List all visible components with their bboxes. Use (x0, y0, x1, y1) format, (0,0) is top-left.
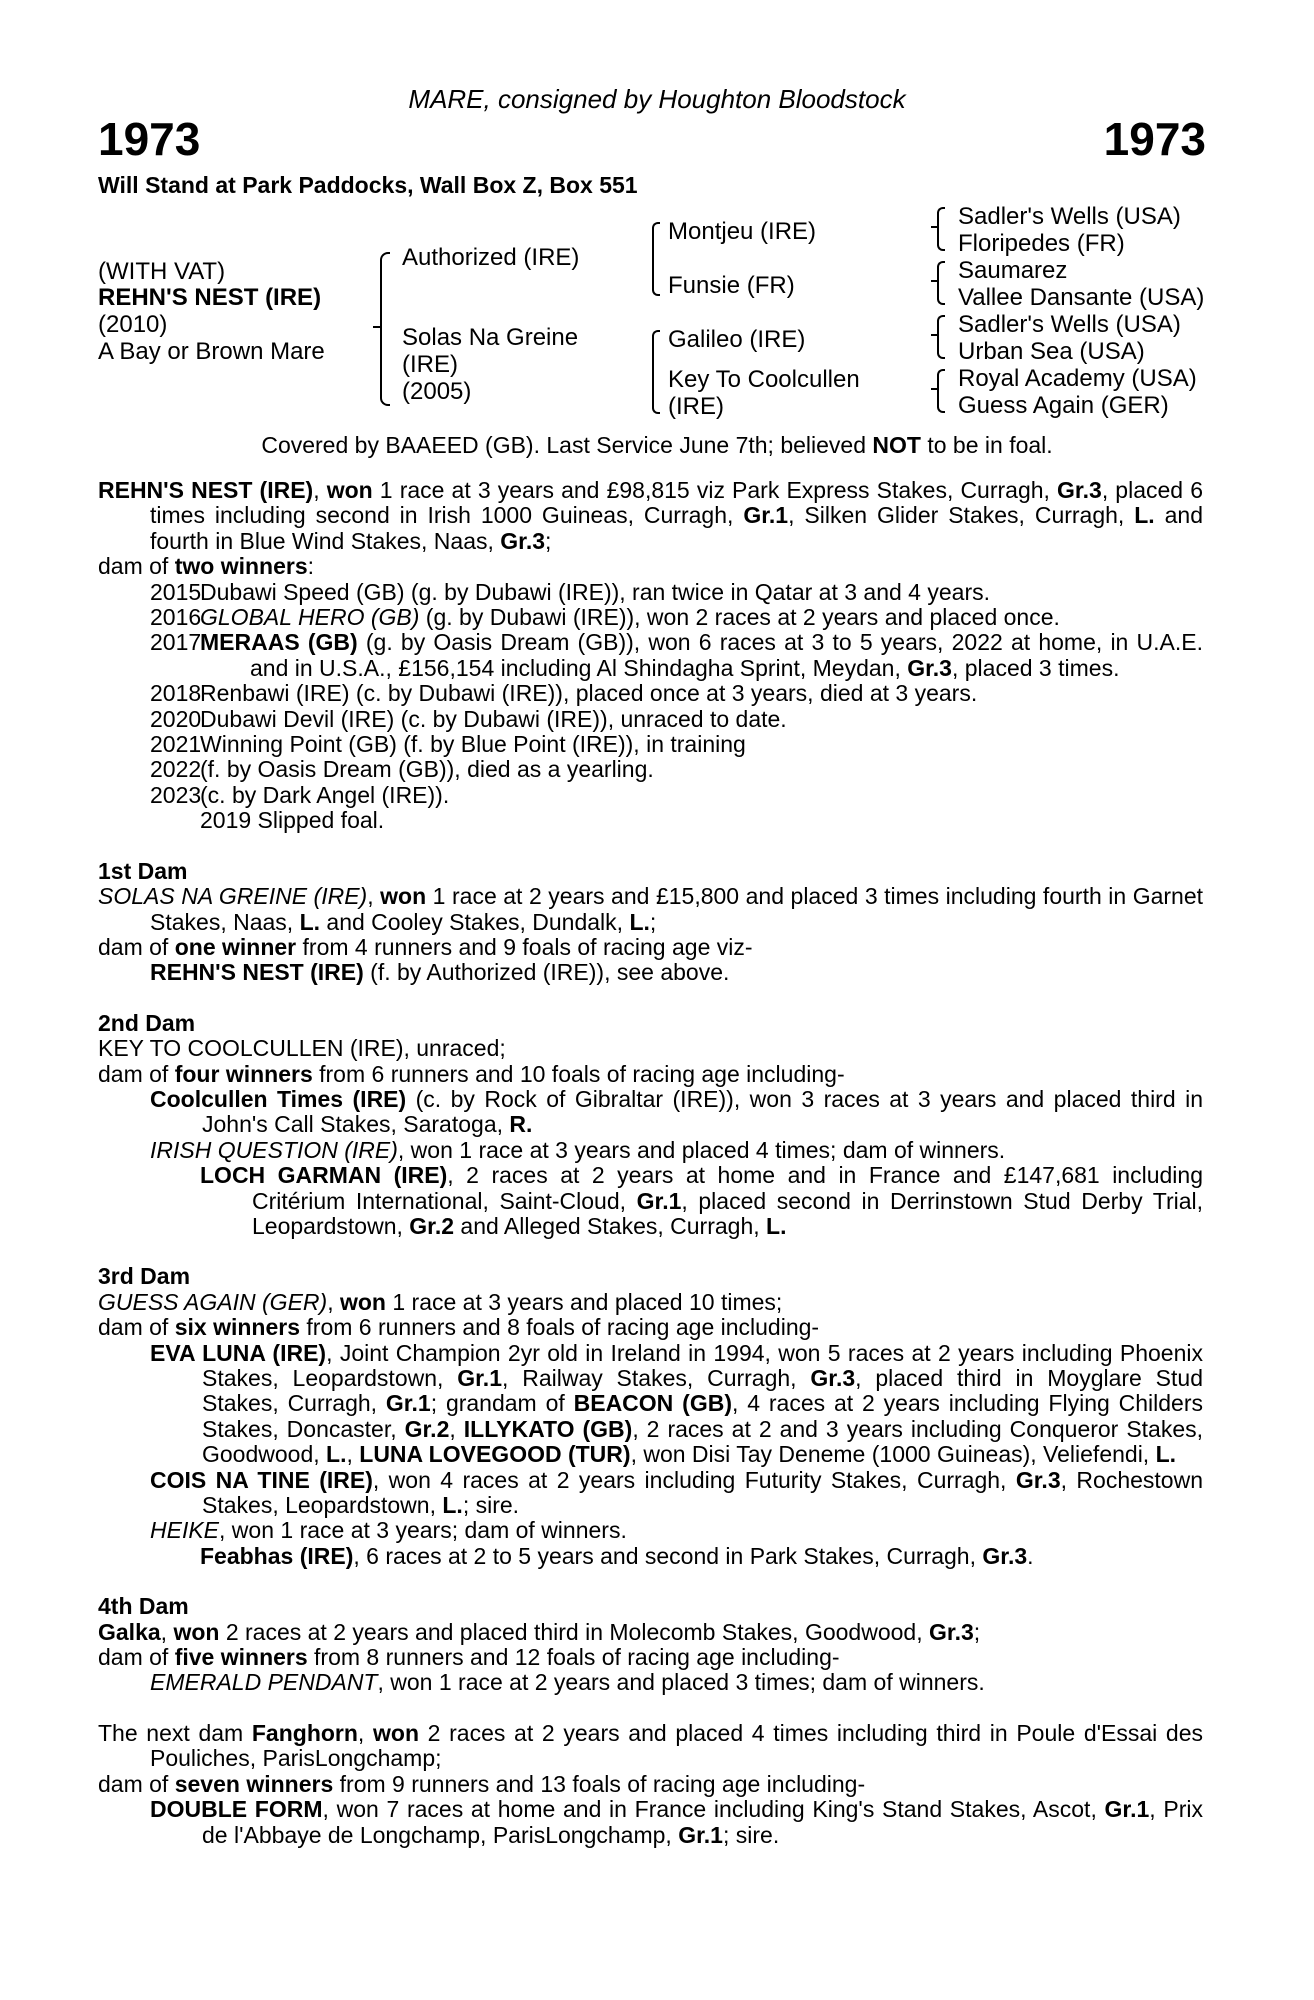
winners-count: four winners (174, 1060, 313, 1087)
produce-text: Dubawi Speed (GB) (g. by Dubawi (IRE)), ran twice in Qatar at 3 and 4 years. (200, 578, 990, 605)
dam-record (98, 884, 1203, 935)
dam-record (98, 1290, 1203, 1315)
produce-year: 2018 (150, 680, 202, 707)
grade-badge: Gr.3 (1057, 477, 1102, 503)
listed-badge: L. (1134, 502, 1155, 529)
dam-name: SOLAS NA GREINE (IRE) (98, 883, 368, 910)
offspring-text: , won 4 races at 2 years including Futurity Stakes, Curragh, (372, 1466, 1016, 1493)
offspring-entry (98, 1670, 1203, 1695)
record-text: 2 races at 2 years and placed third in Molecomb Stakes, Goodwood, (219, 1618, 929, 1645)
offspring-name: REHN'S NEST (IRE) (150, 959, 364, 986)
winners-count: one winner (174, 933, 297, 960)
main-record: REHN'S NEST (IRE), won 1 race at 3 years and £98,815 viz Park Express Stakes, Curragh, Gr.3, placed 6 times including second in Irish 1000 Guineas, Curragh, Gr.1, Silken Glider Stakes, Curragh, L. and fourth in Blue Wind Stakes, Naas, Gr.3; (98, 477, 1203, 554)
record-text: , placed 6 times including second in Irish 1000 Guineas, Curragh, (150, 477, 1203, 529)
summary-text: dam of (98, 933, 175, 960)
lot-number-left: 1973 (98, 113, 201, 165)
horse-year: (2010) (98, 311, 168, 338)
summary-text: from 4 runners and 9 foals of racing age viz- (296, 933, 753, 960)
offspring-text: , placed second in Derrinstown Stud Derby Trial, Leopardstown, (252, 1187, 1203, 1239)
won-label: won (339, 1288, 386, 1315)
section-heading: 2nd Dam (98, 1009, 196, 1036)
offspring-entry (98, 1518, 1203, 1543)
sire-dam: Funsie (FR) (668, 272, 795, 299)
summary-text: dam of (98, 1770, 175, 1797)
summary-text: dam of (98, 1314, 175, 1341)
ds-sire: Sadler's Wells (USA) (958, 311, 1181, 338)
dam-year: (2005) (402, 378, 472, 405)
produce-text: Winning Point (GB) (f. by Blue Point (IRE)), in training (200, 731, 746, 758)
produce-text: (f. by Oasis Dream (GB)), died as a yearling. (200, 756, 654, 783)
offspring-name: EVA LUNA (IRE) (150, 1339, 327, 1366)
grand-offspring-name: BEACON (GB) (573, 1390, 732, 1417)
pedigree-bracket-main (380, 252, 390, 406)
offspring-name: Coolcullen Times (IRE) (150, 1085, 407, 1112)
offspring-text: , won 1 race at 2 years and placed 3 times; dam of winners. (377, 1669, 985, 1696)
offspring-name: EMERALD PENDANT (150, 1669, 378, 1696)
catalogue-body (98, 478, 1203, 1848)
horse-name: REHN'S NEST (IRE) (98, 284, 322, 311)
offspring-name: HEIKE (150, 1517, 220, 1544)
grade-badge: Gr.1 (636, 1187, 682, 1214)
summary-text: from 8 runners and 12 foals of racing age including- (307, 1644, 840, 1671)
record-text: ; (973, 1618, 981, 1645)
offspring-text: and Alleged Stakes, Curragh, (454, 1212, 767, 1239)
record-text: , Silken Glider Stakes, Curragh, (788, 502, 1135, 529)
ss-sire: Sadler's Wells (USA) (958, 203, 1181, 230)
section-heading: 4th Dam (98, 1593, 189, 1620)
produce-summary (98, 1315, 1203, 1340)
offspring-text: , won 7 races at home and in France including King's Stand Stakes, Ascot, (322, 1796, 1105, 1823)
produce-year: 2021 (150, 731, 202, 758)
offspring-text: , won Disi Tay Deneme (1000 Guineas), Veliefendi, (630, 1441, 1156, 1468)
covering-text: Covered by BAAEED (GB). Last Service June 7th; believed (261, 432, 873, 458)
winners-count: six winners (174, 1314, 300, 1341)
offspring-entry (98, 1468, 1203, 1519)
produce-row (98, 707, 1203, 732)
record-text: ; (545, 527, 552, 554)
sire-name: Authorized (IRE) (402, 244, 580, 271)
summary-text: from 6 runners and 8 foals of racing age including- (300, 1314, 820, 1341)
sd-bracket (937, 261, 945, 305)
dam-name: GUESS AGAIN (GER) (98, 1288, 328, 1315)
produce-name: MERAAS (GB) (200, 629, 358, 656)
summary-text: dam of (98, 1060, 175, 1087)
offspring-text: ; grandam of (430, 1390, 574, 1417)
grade-badge: Gr.3 (810, 1365, 856, 1391)
winners-count: two winners (174, 553, 308, 580)
won-label: won (173, 1618, 220, 1645)
summary-text: from 6 runners and 10 foals of racing age including- (312, 1060, 845, 1087)
produce-summary (98, 1645, 1203, 1670)
record-text: and fourth in Blue Wind Stakes, Naas, (150, 502, 1203, 554)
offspring-text: , Joint Champion 2yr old in Ireland in 1994, won 5 races at 2 years including Phoenix Stakes, Leopardstown, (202, 1339, 1203, 1391)
section-heading: 3rd Dam (98, 1263, 191, 1290)
pedigree-bracket-tick (373, 326, 380, 328)
produce-year: 2017 (150, 629, 202, 656)
section-heading: 1st Dam (98, 857, 188, 884)
grade-badge: Gr.3 (1015, 1466, 1061, 1493)
produce-detail: (g. by Oasis Dream (GB)), won 6 races at 3 to 5 years, 2022 at home, in U.A.E. and in U.S.A., £156,154 including Al Shindagha Sprint, Meydan, (250, 629, 1203, 681)
offspring-entry (98, 1087, 1203, 1138)
produce-summary (98, 1062, 1203, 1087)
winners-count: seven winners (174, 1770, 334, 1797)
offspring-text: , 2 races at 2 years at home and in France and £147,681 including Critérium International, Saint-Cloud, (252, 1162, 1203, 1214)
grade-badge: Gr.1 (457, 1365, 502, 1391)
offspring-text: (f. by Authorized (IRE)), see above. (363, 959, 730, 986)
offspring-entry (98, 1138, 1203, 1163)
grade-badge: Gr.3 (500, 527, 546, 554)
produce-row (98, 808, 1203, 833)
record-text: 1 race at 2 years and £15,800 and placed 3 times including fourth in Garnet Stakes, Naas, (150, 883, 1204, 935)
offspring-text: ; sire. (722, 1821, 780, 1848)
listed-badge: L. (299, 908, 321, 935)
separator: , (357, 1719, 373, 1746)
grade-badge: Gr.3 (929, 1618, 974, 1645)
grade-badge: Gr.1 (1104, 1796, 1150, 1823)
listed-badge: L. (766, 1212, 787, 1239)
grade-badge: Gr.1 (678, 1821, 723, 1848)
grade-badge: Gr.2 (409, 1212, 455, 1239)
offspring-name: Feabhas (IRE) (200, 1542, 354, 1569)
sd-sire: Saumarez (958, 257, 1068, 284)
offspring-name: IRISH QUESTION (IRE) (150, 1136, 398, 1163)
offspring-text: ; sire. (462, 1492, 520, 1519)
summary-text: : (307, 553, 315, 580)
dam-dam-line1: Key To Coolcullen (668, 366, 860, 393)
produce-text: Dubawi Devil (IRE) (c. by Dubawi (IRE)), unraced to date. (200, 705, 787, 732)
record-text: ; (649, 908, 657, 935)
produce-text: (c. by Dark Angel (IRE)). (200, 781, 450, 808)
covering-note (0, 432, 1314, 459)
stand-location: Will Stand at Park Paddocks, Wall Box Z, Box 551 (98, 172, 638, 198)
offspring-text: , 2 races at 2 and 3 years including Conqueror Stakes, Goodwood, (202, 1415, 1204, 1468)
offspring-text: (c. by Rock of Gibraltar (IRE)), won 3 races at 3 years and placed third in John's Call Stakes, Saratoga, (202, 1085, 1203, 1138)
offspring-entry (98, 960, 1203, 985)
won-label: won (326, 477, 373, 503)
produce-row (98, 630, 1203, 681)
restricted-badge: R. (509, 1111, 533, 1138)
offspring-text: , (346, 1441, 360, 1468)
produce-text (200, 605, 1203, 630)
offspring-entry (98, 1341, 1203, 1468)
grand-offspring-entry (98, 1163, 1203, 1239)
offspring-text: , Rochestown Stakes, Leopardstown, (202, 1466, 1203, 1519)
vat-note: (WITH VAT) (98, 258, 226, 285)
sire-sire: Montjeu (IRE) (668, 218, 817, 245)
produce-note: 2019 Slipped foal. (200, 807, 385, 834)
record-text: and Cooley Stakes, Dundalk, (320, 908, 630, 935)
grade-badge: Gr.1 (743, 502, 789, 529)
offspring-name: COIS NA TINE (IRE) (150, 1466, 373, 1493)
produce-row (98, 580, 1203, 605)
sd-dam: Vallee Dansante (USA) (958, 284, 1205, 311)
ds-bracket-tick (931, 334, 938, 336)
record-text: 2 races at 2 years and placed 4 times including third in Poule d'Essai des Pouliches, ParisLongchamp; (150, 1719, 1204, 1772)
listed-badge: L. (629, 908, 650, 935)
dam-name: Fanghorn (251, 1719, 358, 1746)
offspring-text: , Railway Stakes, Curragh, (502, 1365, 811, 1391)
covering-emphasis: NOT (872, 432, 921, 458)
dd-bracket (937, 369, 945, 413)
dam-name: Galka (98, 1618, 161, 1645)
grand-offspring-name: LUNA LOVEGOOD (TUR) (359, 1441, 631, 1468)
won-label: won (373, 1719, 419, 1746)
produce-summary (98, 554, 1203, 579)
sd-bracket-tick (931, 280, 938, 282)
produce-row (98, 732, 1203, 757)
produce-name: GLOBAL HERO (GB) (200, 604, 420, 631)
produce-detail: (g. by Dubawi (IRE)), won 2 races at 2 years and placed once. (419, 604, 1060, 631)
separator: , (367, 883, 381, 910)
produce-summary (98, 935, 1203, 960)
grade-badge: Gr.3 (982, 1542, 1028, 1569)
offspring-text: , 6 races at 2 to 5 years and second in Park Stakes, Curragh, (353, 1542, 983, 1569)
offspring-name: LOCH GARMAN (IRE) (200, 1162, 448, 1189)
dam-dam-line2: (IRE) (668, 393, 724, 420)
next-dam-record (98, 1721, 1203, 1772)
produce-summary (98, 1772, 1203, 1797)
grand-offspring-entry (98, 1544, 1203, 1569)
listed-badge: L. (1155, 1441, 1177, 1468)
offspring-text: , 4 races at 2 years including Flying Childers Stakes, Doncaster, (202, 1390, 1204, 1442)
won-label: won (380, 883, 427, 910)
offspring-text: , won 1 race at 3 years and placed 4 times; dam of winners. (397, 1136, 1006, 1163)
dam-name-line2: (IRE) (402, 351, 458, 378)
offspring-name: DOUBLE FORM (150, 1796, 323, 1823)
ss-dam: Floripedes (FR) (958, 230, 1125, 257)
grade-badge: Gr.1 (385, 1390, 431, 1417)
record-text: The next dam (98, 1719, 252, 1746)
separator: , (160, 1618, 174, 1645)
summary-text: dam of (98, 1644, 175, 1671)
summary-text: from 9 runners and 13 foals of racing age including- (333, 1770, 866, 1797)
covering-text-end: to be in foal. (920, 432, 1053, 458)
ss-bracket-tick (931, 226, 938, 228)
produce-text: Renbawi (IRE) (c. by Dubawi (IRE)), placed once at 3 years, died at 3 years. (200, 680, 978, 707)
offspring-text: . (1027, 1542, 1034, 1569)
offspring-text: , won 1 race at 3 years; dam of winners. (219, 1517, 627, 1544)
dam-bracket (652, 330, 660, 414)
produce-year: 2020 (150, 705, 202, 732)
produce-year: 2015 (150, 578, 202, 605)
offspring-text: , placed third in Moyglare Stud Stakes, Curragh, (202, 1365, 1203, 1417)
produce-row (98, 605, 1203, 630)
lot-number-right: 1973 (1103, 113, 1206, 165)
offspring-text: , (449, 1415, 464, 1442)
ss-bracket (937, 207, 945, 251)
sire-bracket (652, 222, 660, 296)
summary-text: dam of (98, 553, 175, 580)
record-text: 1 race at 3 years and placed 10 times; (385, 1288, 783, 1315)
dam-record (98, 1620, 1203, 1645)
dd-dam: Guess Again (GER) (958, 392, 1169, 419)
horse-description: A Bay or Brown Mare (98, 338, 325, 365)
produce-row (98, 783, 1203, 808)
produce-text (200, 630, 1203, 681)
dd-bracket-tick (931, 388, 938, 390)
grand-offspring-name: ILLYKATO (GB) (463, 1415, 633, 1442)
consignment-line: MARE, consigned by Houghton Bloodstock (408, 84, 906, 114)
ds-dam: Urban Sea (USA) (958, 338, 1145, 365)
separator: , (327, 1288, 340, 1315)
offspring-entry (98, 1797, 1203, 1848)
ds-bracket (937, 315, 945, 359)
listed-badge: L. (442, 1492, 463, 1519)
produce-year: 2023 (150, 781, 202, 808)
produce-detail: , placed 3 times. (951, 654, 1120, 681)
dd-sire: Royal Academy (USA) (958, 365, 1197, 392)
main-horse-name: REHN'S NEST (IRE) (98, 477, 314, 503)
listed-badge: L. (326, 1441, 347, 1468)
produce-row (98, 681, 1203, 706)
produce-year: 2016 (150, 604, 202, 631)
dam-name-line1: Solas Na Greine (402, 324, 579, 351)
winners-count: five winners (174, 1644, 308, 1671)
produce-year: 2022 (150, 756, 202, 783)
dam-record: KEY TO COOLCULLEN (IRE), unraced; (98, 1035, 506, 1062)
offspring-text: , Prix de l'Abbaye de Longchamp, ParisLongchamp, (202, 1796, 1203, 1848)
dam-sire: Galileo (IRE) (668, 326, 806, 353)
produce-row (98, 757, 1203, 782)
record-text: 1 race at 3 years and £98,815 viz Park Express Stakes, Curragh, (372, 477, 1058, 503)
grade-badge: Gr.3 (907, 654, 952, 681)
grade-badge: Gr.2 (404, 1415, 450, 1442)
